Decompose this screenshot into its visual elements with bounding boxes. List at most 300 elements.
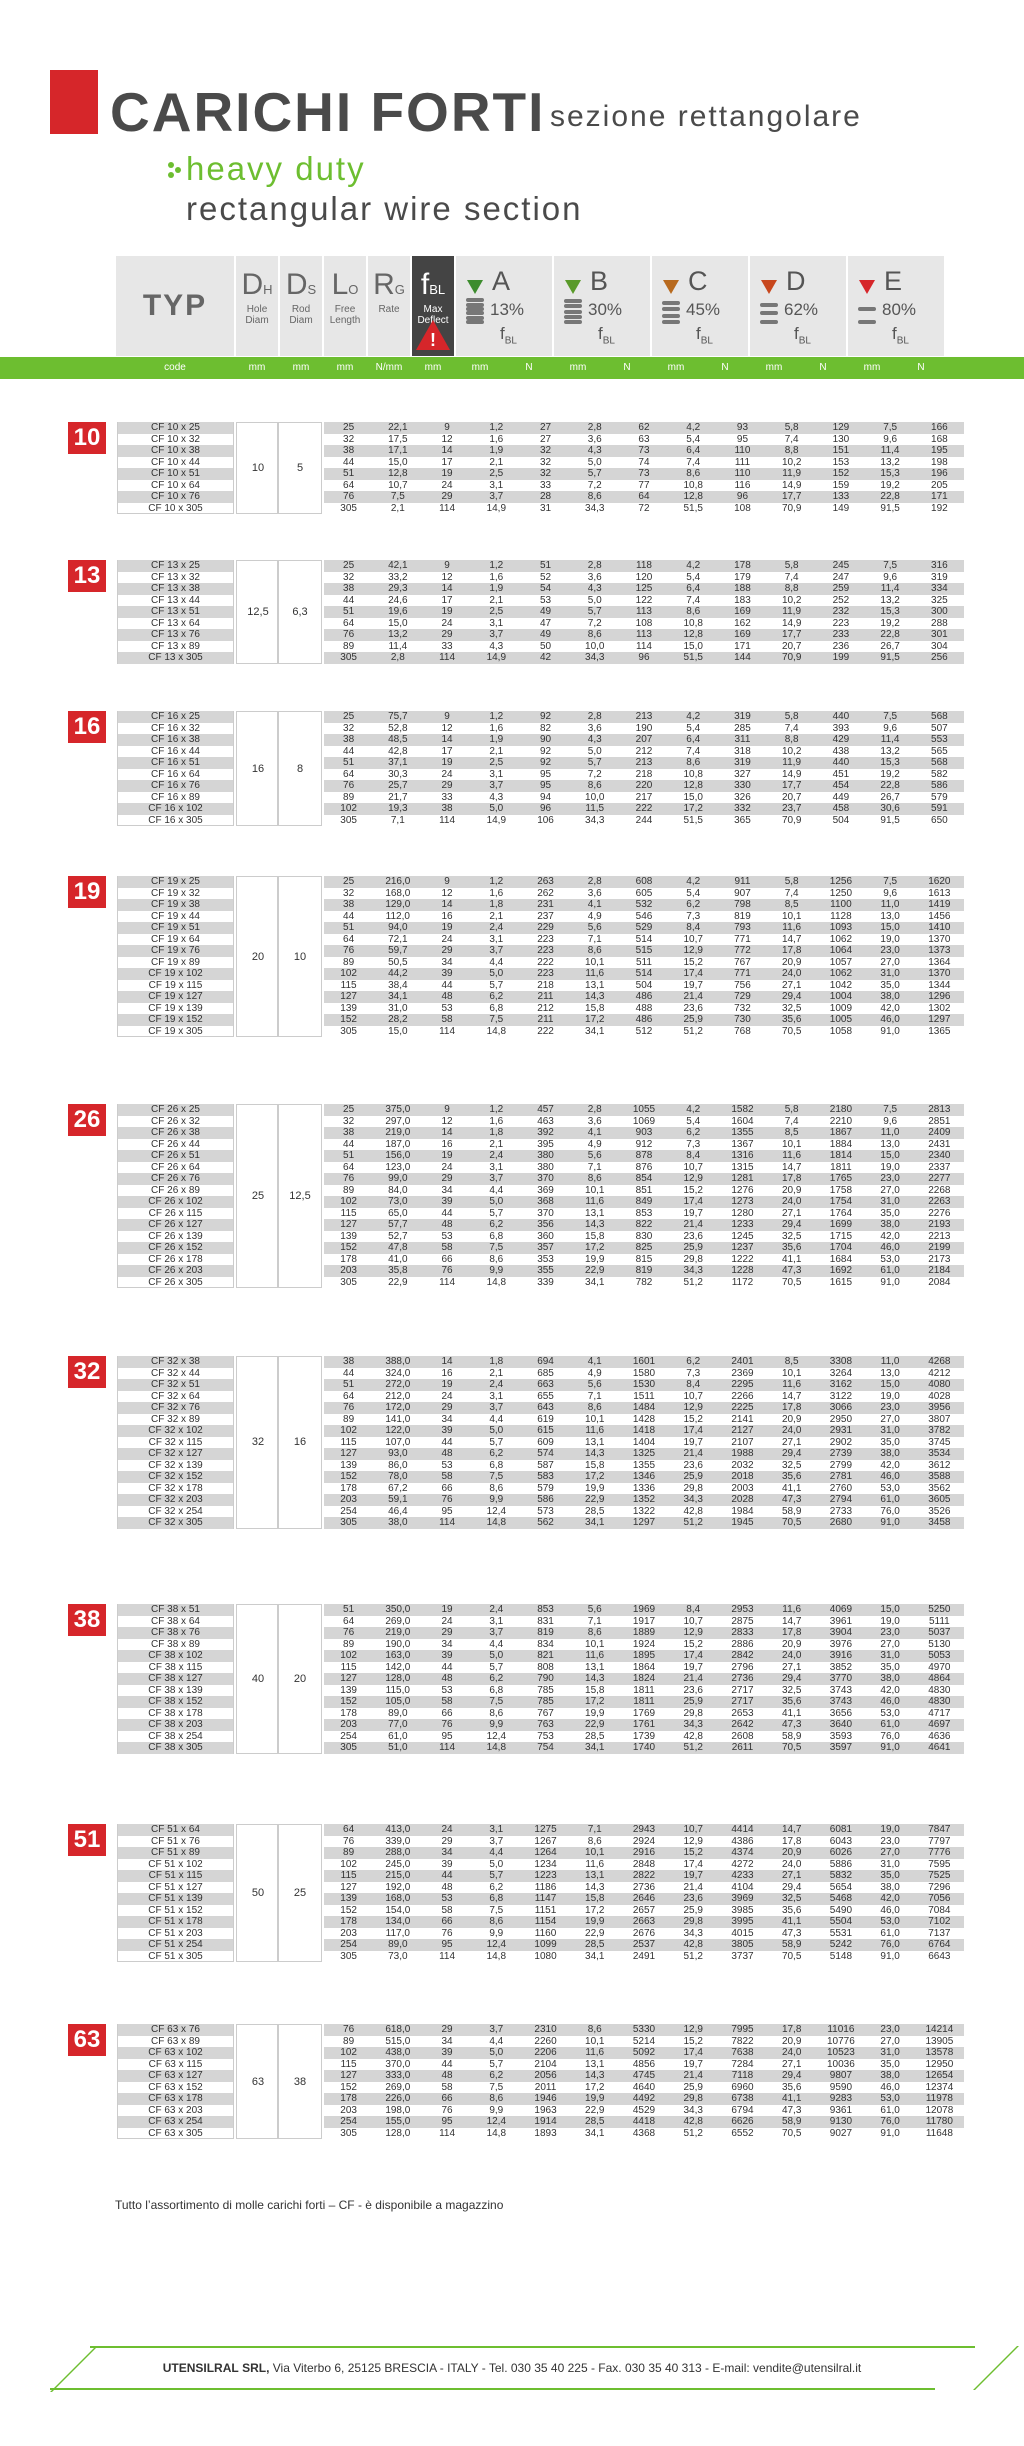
table-cell: 198,0 xyxy=(385,2104,411,2116)
table-cell: 1322 xyxy=(632,1505,656,1517)
table-cell: 1692 xyxy=(829,1265,853,1276)
table-cell: 5,7 xyxy=(587,757,602,768)
table-cell: 1988 xyxy=(731,1448,754,1459)
table-cell: 47,3 xyxy=(781,1719,802,1730)
table-cell: 152 xyxy=(340,1696,357,1707)
spring-code: CF 51 x 89 xyxy=(151,1847,200,1858)
table-cell: 203 xyxy=(340,2104,357,2116)
table-row xyxy=(0,780,1024,792)
table-row xyxy=(0,876,1024,888)
table-cell: 7,2 xyxy=(587,617,602,629)
table-cell: 375,0 xyxy=(385,1104,411,1115)
table-cell: 1884 xyxy=(829,1138,853,1150)
table-cell: 1895 xyxy=(632,1650,656,1661)
table-cell: 19,0 xyxy=(880,1824,900,1835)
table-cell: 3,7 xyxy=(489,491,504,502)
spring-code: CF 63 x 115 xyxy=(148,2058,203,2070)
table-cell: 51 xyxy=(343,922,355,933)
table-cell: 1370 xyxy=(928,968,951,979)
table-cell: 2,8 xyxy=(587,422,602,433)
rod-diam-value: 10 xyxy=(293,950,307,963)
table-cell: 102 xyxy=(340,1650,357,1661)
table-cell: 115 xyxy=(340,1207,357,1219)
table-cell: 76 xyxy=(441,1265,453,1276)
table-cell: 1419 xyxy=(928,899,951,910)
table-cell: 3,1 xyxy=(489,617,504,629)
table-cell: 5242 xyxy=(829,1939,853,1950)
table-cell: 190,0 xyxy=(385,1638,411,1650)
table-cell: 20,9 xyxy=(781,956,802,968)
table-cell: 17,5 xyxy=(388,433,408,445)
spring-code: CF 13 x 44 xyxy=(151,594,200,606)
table-cell: 4,4 xyxy=(489,1847,504,1858)
table-cell: 2796 xyxy=(731,1661,754,1673)
table-cell: 78,0 xyxy=(388,1471,408,1482)
table-cell: 15,0 xyxy=(388,617,408,629)
table-cell: 1297 xyxy=(632,1517,656,1528)
spring-code: CF 32 x 38 xyxy=(151,1356,200,1367)
table-cell: 1355 xyxy=(632,1459,656,1471)
compressed-spring-icon xyxy=(758,280,780,326)
table-cell: 179 xyxy=(734,571,751,583)
table-cell: 5037 xyxy=(928,1627,951,1638)
table-cell: 29 xyxy=(441,945,453,956)
table-cell: 1058 xyxy=(829,1025,853,1037)
table-cell: 38 xyxy=(343,1356,355,1367)
table-cell: 2950 xyxy=(829,1413,853,1425)
group-size-badge: 26 xyxy=(68,1104,106,1136)
table-cell: 2,1 xyxy=(489,910,504,922)
table-cell: 149 xyxy=(832,502,850,514)
table-cell: 2717 xyxy=(731,1684,754,1696)
table-cell: 2822 xyxy=(632,1870,656,1881)
table-cell: 25,9 xyxy=(683,1696,703,1707)
table-cell: 113 xyxy=(636,629,652,640)
table-cell: 25 xyxy=(343,711,355,722)
table-cell: 10523 xyxy=(827,2047,855,2058)
table-cell: 63 xyxy=(638,433,650,445)
table-cell: 13,2 xyxy=(388,629,408,640)
table-cell: 134,0 xyxy=(385,1916,411,1927)
table-cell: 188 xyxy=(734,583,751,594)
table-cell: 127 xyxy=(340,991,357,1002)
table-cell: 9,6 xyxy=(883,722,898,734)
table-cell: 1296 xyxy=(928,991,951,1002)
table-cell: 1418 xyxy=(632,1425,656,1436)
table-cell: 5531 xyxy=(829,1927,853,1939)
table-cell: 1069 xyxy=(632,1115,656,1127)
table-cell: 615 xyxy=(537,1425,554,1436)
table-cell: 1325 xyxy=(632,1448,656,1459)
spring-code: CF 19 x 76 xyxy=(151,945,200,956)
table-cell: 655 xyxy=(537,1390,554,1402)
table-cell: 565 xyxy=(931,745,948,757)
table-cell: 34,1 xyxy=(585,1742,605,1753)
table-row xyxy=(0,723,1024,735)
table-cell: 107,0 xyxy=(385,1436,411,1448)
table-cell: 3066 xyxy=(829,1402,853,1413)
table-row xyxy=(0,1231,1024,1243)
table-cell: 2717 xyxy=(731,1696,754,1707)
table-cell: 5,7 xyxy=(489,1661,504,1673)
table-cell: 28,5 xyxy=(585,1730,605,1742)
table-cell: 47,8 xyxy=(388,1242,408,1253)
table-cell: 4,3 xyxy=(587,583,602,594)
table-cell: 61,0 xyxy=(880,2104,900,2116)
table-cell: 89 xyxy=(343,956,355,968)
table-cell: 19,0 xyxy=(880,1615,900,1627)
table-cell: 59,1 xyxy=(388,1494,408,1505)
table-cell: 269,0 xyxy=(385,2081,411,2093)
table-cell: 5832 xyxy=(829,1870,853,1881)
table-cell: 39 xyxy=(441,1858,453,1870)
hole-diam-value: 63 xyxy=(251,2075,265,2088)
table-cell: 5,0 xyxy=(489,1858,504,1870)
table-cell: 5130 xyxy=(928,1638,951,1650)
page-subtitle-italian: sezione rettangolare xyxy=(550,100,862,133)
table-cell: 2902 xyxy=(829,1436,853,1448)
table-cell: 10,7 xyxy=(683,1390,703,1402)
table-cell: 1811 xyxy=(830,1161,852,1173)
table-cell: 58 xyxy=(441,1471,453,1482)
table-cell: 1233 xyxy=(731,1219,754,1230)
table-cell: 2310 xyxy=(534,2024,557,2035)
table-cell: 4,3 xyxy=(489,791,504,803)
table-cell: 1,6 xyxy=(489,571,504,583)
table-cell: 3,7 xyxy=(489,1627,504,1638)
table-cell: 94 xyxy=(539,791,552,803)
table-cell: 52 xyxy=(539,571,552,583)
table-cell: 115 xyxy=(340,1870,357,1881)
table-cell: 3,1 xyxy=(489,933,504,945)
table-cell: 48 xyxy=(441,1448,453,1459)
table-cell: 73 xyxy=(638,468,650,479)
table-cell: 48 xyxy=(441,1673,453,1684)
table-cell: 798 xyxy=(734,899,751,910)
spring-code: CF 32 x 127 xyxy=(148,1448,203,1459)
table-cell: 2210 xyxy=(829,1115,853,1127)
table-cell: 10,1 xyxy=(781,1367,802,1379)
table-cell: 3,7 xyxy=(489,2024,504,2035)
table-cell: 114 xyxy=(439,1742,456,1753)
table-cell: 14,9 xyxy=(781,479,802,491)
table-cell: 39 xyxy=(441,1425,453,1436)
table-cell: 808 xyxy=(537,1661,554,1673)
table-row xyxy=(0,595,1024,607)
table-cell: 2084 xyxy=(928,1276,951,1288)
table-cell: 32 xyxy=(343,433,355,445)
spring-code: CF 38 x 203 xyxy=(148,1719,203,1730)
spring-code: CF 26 x 152 xyxy=(148,1242,203,1253)
spring-code: CF 19 x 139 xyxy=(148,1002,203,1014)
rod-diam-value: 25 xyxy=(293,1887,307,1899)
table-cell: 15,2 xyxy=(683,1184,703,1196)
table-cell: 11016 xyxy=(827,2024,855,2035)
table-cell: 1367 xyxy=(731,1138,754,1150)
table-cell: 168,0 xyxy=(385,887,411,899)
table-cell: 395 xyxy=(537,1138,554,1150)
table-row xyxy=(0,1460,1024,1472)
table-cell: 199 xyxy=(832,652,850,663)
table-cell: 159 xyxy=(832,479,850,491)
table-cell: 53 xyxy=(539,594,552,606)
table-cell: 64 xyxy=(343,617,355,629)
table-cell: 1945 xyxy=(731,1517,754,1528)
table-cell: 15,0 xyxy=(880,922,900,933)
table-cell: 38 xyxy=(441,803,453,814)
table-row xyxy=(0,1162,1024,1174)
table-cell: 4,2 xyxy=(686,560,701,571)
table-cell: 171 xyxy=(734,640,751,652)
table-cell: 1484 xyxy=(632,1402,656,1413)
table-cell: 53,0 xyxy=(880,1482,900,1494)
table-cell: 10,1 xyxy=(585,956,605,968)
table-cell: 15,8 xyxy=(585,1459,605,1471)
table-cell: 6043 xyxy=(829,1835,853,1847)
table-cell: 51,5 xyxy=(683,814,703,826)
table-cell: 767 xyxy=(734,956,751,968)
table-cell: 7,4 xyxy=(784,433,799,445)
table-row xyxy=(0,1517,1024,1529)
table-row xyxy=(0,468,1024,480)
table-cell: 5330 xyxy=(632,2024,656,2035)
table-cell: 2663 xyxy=(632,1916,656,1927)
spring-code: CF 63 x 254 xyxy=(148,2116,203,2127)
table-cell: 27,0 xyxy=(880,956,900,968)
table-cell: 6026 xyxy=(829,1847,853,1858)
table-cell: 10036 xyxy=(827,2058,855,2070)
table-cell: 128,0 xyxy=(385,2127,411,2139)
table-cell: 9,6 xyxy=(883,887,898,899)
table-cell: 102 xyxy=(340,1858,357,1870)
table-cell: 32,5 xyxy=(781,1002,802,1014)
col-rate: RG Rate xyxy=(368,256,410,356)
table-cell: 3,1 xyxy=(489,1824,504,1835)
table-cell: 4745 xyxy=(632,2070,656,2081)
table-cell: 96 xyxy=(638,652,650,663)
spring-code: CF 26 x 115 xyxy=(148,1207,203,1219)
table-cell: 3612 xyxy=(928,1459,951,1471)
table-cell: 2193 xyxy=(928,1219,951,1230)
table-cell: 44,2 xyxy=(388,968,408,979)
table-cell: 790 xyxy=(537,1673,554,1684)
table-cell: 8,6 xyxy=(489,1707,504,1719)
table-cell: 222 xyxy=(537,956,554,968)
rod-diam-value: 20 xyxy=(293,1672,307,1685)
table-cell: 763 xyxy=(537,1719,554,1730)
table-cell: 4104 xyxy=(731,1881,754,1893)
table-cell: 166 xyxy=(931,422,948,433)
table-cell: 1,2 xyxy=(489,876,504,887)
table-cell: 14,9 xyxy=(781,617,802,629)
table-cell: 38 xyxy=(343,445,355,456)
table-cell: 42,8 xyxy=(683,2116,703,2127)
table-cell: 31 xyxy=(539,502,552,514)
spring-code: CF 32 x 89 xyxy=(151,1413,200,1425)
table-cell: 44 xyxy=(343,456,355,468)
table-cell: 44 xyxy=(343,1367,355,1379)
spring-code: CF 32 x 76 xyxy=(151,1402,200,1413)
unit-label: mm xyxy=(336,362,354,373)
table-cell: 5250 xyxy=(928,1604,951,1615)
table-cell: 5,7 xyxy=(489,979,504,991)
table-row xyxy=(0,1437,1024,1449)
table-cell: 19,9 xyxy=(585,2093,605,2104)
rod-diam-value: 16 xyxy=(293,1436,307,1449)
table-cell: 203 xyxy=(340,1265,357,1276)
group-size-badge: 32 xyxy=(68,1356,106,1388)
table-cell: 7,5 xyxy=(390,491,405,502)
spring-code: CF 26 x 102 xyxy=(148,1196,203,1207)
table-cell: 1267 xyxy=(534,1835,557,1847)
table-row xyxy=(0,1731,1024,1743)
table-cell: 207 xyxy=(635,734,653,745)
table-cell: 76 xyxy=(441,1494,453,1505)
table-cell: 53 xyxy=(441,1002,453,1014)
table-cell: 1428 xyxy=(632,1413,656,1425)
table-cell: 5,8 xyxy=(784,422,799,433)
table-cell: 70,9 xyxy=(781,652,802,663)
table-cell: 3,6 xyxy=(587,433,602,445)
table-cell: 19,9 xyxy=(585,1253,605,1265)
table-cell: 14,3 xyxy=(585,1881,605,1893)
table-cell: 122,0 xyxy=(385,1425,411,1436)
table-row xyxy=(0,1650,1024,1662)
table-cell: 66 xyxy=(441,1916,453,1927)
table-cell: 34,1 xyxy=(388,991,408,1002)
table-cell: 16 xyxy=(441,1367,453,1379)
table-cell: 33,2 xyxy=(388,571,408,583)
table-cell: 91,5 xyxy=(880,814,900,826)
table-cell: 24,0 xyxy=(781,1650,802,1661)
table-cell: 5,4 xyxy=(686,887,701,899)
table-cell: 223 xyxy=(537,933,554,945)
table-cell: 34 xyxy=(441,956,453,968)
table-cell: 10,2 xyxy=(781,594,802,606)
table-cell: 17,7 xyxy=(781,780,802,791)
table-row xyxy=(0,1185,1024,1197)
table-cell: 574 xyxy=(537,1448,554,1459)
table-cell: 370,0 xyxy=(385,2058,411,2070)
table-cell: 2848 xyxy=(632,1858,656,1870)
table-cell: 142,0 xyxy=(385,1661,411,1673)
table-cell: 222 xyxy=(537,1025,554,1037)
table-cell: 815 xyxy=(635,1253,653,1265)
table-cell: 7638 xyxy=(731,2047,754,2058)
table-row xyxy=(0,422,1024,434)
table-cell: 300 xyxy=(931,606,948,617)
table-cell: 14 xyxy=(441,445,453,456)
table-cell: 64 xyxy=(343,1161,355,1173)
table-cell: 8,6 xyxy=(587,2024,602,2035)
table-cell: 6552 xyxy=(731,2127,754,2139)
table-cell: 771 xyxy=(734,933,751,945)
table-cell: 53 xyxy=(441,1893,453,1904)
table-cell: 7,3 xyxy=(686,1367,701,1379)
table-cell: 29 xyxy=(441,491,453,502)
table-cell: 7,5 xyxy=(883,711,898,722)
table-cell: 17,2 xyxy=(585,1242,605,1253)
spring-code: CF 38 x 254 xyxy=(148,1730,203,1742)
spring-code: CF 13 x 32 xyxy=(151,571,200,583)
table-cell: 211 xyxy=(537,991,554,1002)
table-cell: 17,8 xyxy=(781,1402,802,1413)
table-cell: 2,8 xyxy=(587,560,602,571)
table-cell: 27,0 xyxy=(880,2035,900,2047)
table-cell: 24 xyxy=(441,933,453,945)
table-cell: 457 xyxy=(537,1104,554,1115)
spring-code: CF 16 x 64 xyxy=(151,768,200,780)
table-cell: 19,7 xyxy=(683,1661,703,1673)
unit-label: mm xyxy=(667,362,685,373)
spring-code: CF 10 x 305 xyxy=(148,502,203,514)
table-cell: 44 xyxy=(343,1138,355,1150)
table-cell: 12,8 xyxy=(683,629,703,640)
table-cell: 1062 xyxy=(829,968,853,979)
table-cell: 7,5 xyxy=(883,422,898,433)
table-cell: 2653 xyxy=(731,1707,754,1719)
table-cell: 1373 xyxy=(928,945,951,956)
table-cell: 11,6 xyxy=(585,1196,605,1207)
table-cell: 325 xyxy=(931,594,948,606)
table-cell: 3162 xyxy=(829,1379,853,1390)
table-cell: 12 xyxy=(441,1115,453,1127)
table-cell: 41,1 xyxy=(781,1916,802,1927)
table-cell: 29,8 xyxy=(683,1707,703,1719)
table-cell: 17,4 xyxy=(683,1650,703,1661)
spring-code: CF 13 x 64 xyxy=(151,617,200,629)
table-cell: 515 xyxy=(635,945,653,956)
table-cell: 334 xyxy=(931,583,948,594)
table-cell: 29,3 xyxy=(388,583,408,594)
table-cell: 7776 xyxy=(928,1847,951,1858)
table-cell: 3,7 xyxy=(489,1173,504,1184)
table-cell: 22,9 xyxy=(585,1927,605,1939)
table-cell: 1005 xyxy=(829,1014,853,1025)
table-row xyxy=(0,1916,1024,1928)
table-cell: 3,1 xyxy=(489,768,504,780)
table-cell: 17,4 xyxy=(683,1425,703,1436)
table-cell: 7,4 xyxy=(686,456,701,468)
table-cell: 853 xyxy=(635,1207,653,1219)
table-cell: 19,7 xyxy=(683,2058,703,2070)
table-cell: 35,6 xyxy=(781,1904,802,1916)
table-cell: 3904 xyxy=(829,1627,853,1638)
table-cell: 3985 xyxy=(731,1904,754,1916)
table-cell: 15,2 xyxy=(683,1847,703,1858)
table-cell: 504 xyxy=(635,979,653,991)
table-cell: 89 xyxy=(343,1413,355,1425)
table-cell: 19,7 xyxy=(683,1436,703,1448)
table-cell: 7,2 xyxy=(587,479,602,491)
col-rod-diam: DS Rod Diam xyxy=(280,256,322,356)
table-cell: 64 xyxy=(343,768,355,780)
table-cell: 1704 xyxy=(829,1242,853,1253)
table-cell: 35,0 xyxy=(880,979,900,991)
spring-code: CF 51 x 64 xyxy=(151,1824,200,1835)
table-cell: 24 xyxy=(441,1615,453,1627)
table-cell: 6,2 xyxy=(686,1356,701,1367)
table-cell: 11,6 xyxy=(782,1604,802,1615)
table-cell: 4,9 xyxy=(587,1138,602,1150)
table-row xyxy=(0,888,1024,900)
table-cell: 25,9 xyxy=(683,2081,703,2093)
table-cell: 42,8 xyxy=(388,745,408,757)
table-cell: 4529 xyxy=(632,2104,656,2116)
table-row xyxy=(0,1026,1024,1038)
table-cell: 17,2 xyxy=(585,1696,605,1707)
table-cell: 34,3 xyxy=(683,1265,703,1276)
